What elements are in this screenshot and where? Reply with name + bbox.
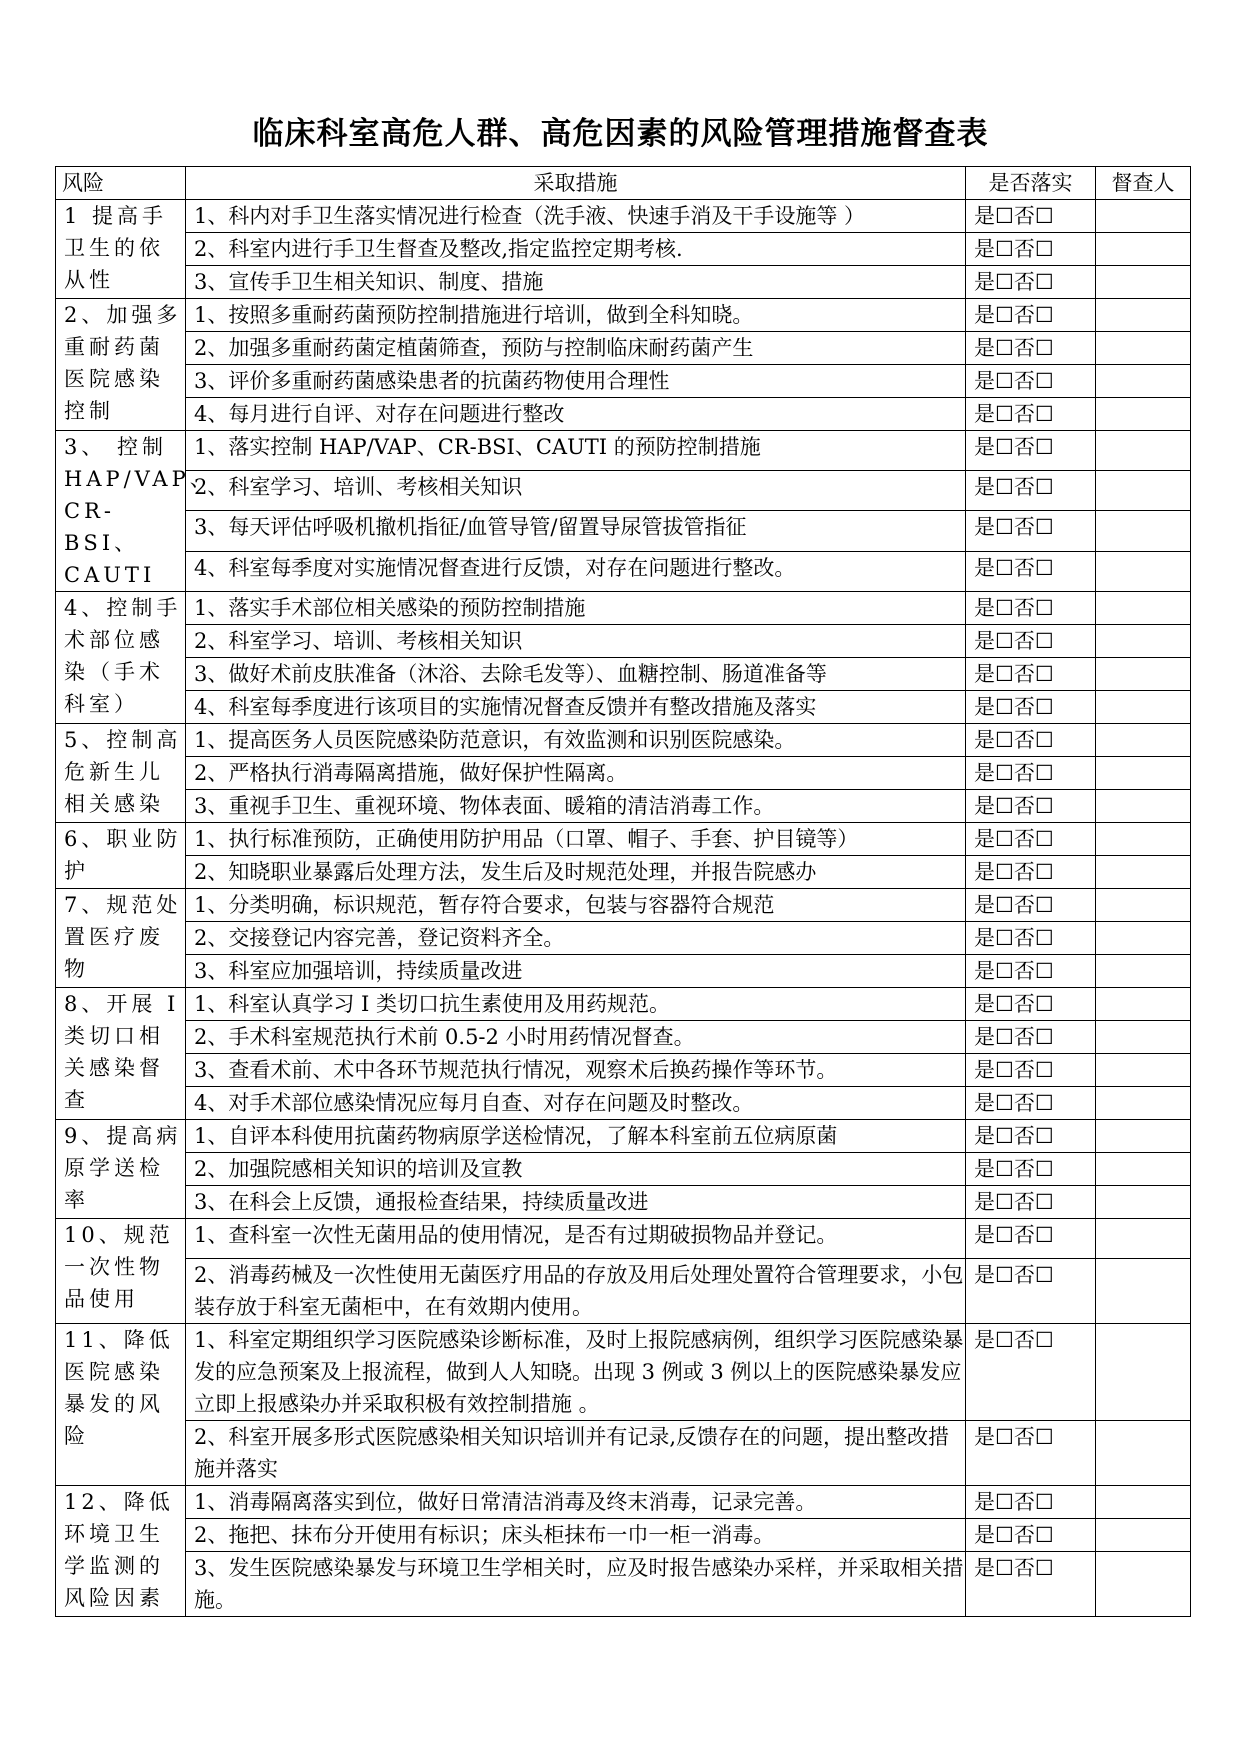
measure-cell: 3、评价多重耐药菌感染患者的抗菌药物使用合理性	[186, 365, 966, 398]
supervisor-cell[interactable]	[1096, 1021, 1191, 1054]
done-checkbox-pair[interactable]: 是☐否☐	[966, 1120, 1096, 1153]
table-row	[56, 266, 1191, 299]
table-row	[56, 658, 1191, 691]
measure-cell: 2、科室开展多形式医院感染相关知识培训并有记录,反馈存在的问题，提出整改措施并落实	[186, 1421, 966, 1486]
header-supervisor: 督查人	[1096, 167, 1191, 200]
table-row	[56, 1120, 1191, 1153]
measure-cell: 2、交接登记内容完善，登记资料齐全。	[186, 922, 966, 955]
table-row	[56, 790, 1191, 823]
done-checkbox-pair[interactable]: 是☐否☐	[966, 988, 1096, 1021]
measure-cell: 1、自评本科使用抗菌药物病原学送检情况，了解本科室前五位病原菌	[186, 1120, 966, 1153]
measure-cell: 2、手术科室规范执行术前 0.5-2 小时用药情况督查。	[186, 1021, 966, 1054]
measure-cell: 2、加强院感相关知识的培训及宣教	[186, 1153, 966, 1186]
supervisor-cell[interactable]	[1096, 1219, 1191, 1259]
done-checkbox-pair[interactable]: 是☐否☐	[966, 922, 1096, 955]
measure-cell: 1、科室定期组织学习医院感染诊断标准，及时上报院感病例，组织学习医院感染暴发的应急预案及上报流程，做到人人知晓。出现 3 例或 3 例以上的医院感染暴发应立即上报感染办并采取积极有效控制措施 。	[186, 1324, 966, 1421]
table-row	[56, 625, 1191, 658]
measure-cell: 1、落实手术部位相关感染的预防控制措施	[186, 592, 966, 625]
done-checkbox-pair[interactable]: 是☐否☐	[966, 889, 1096, 922]
table-row	[56, 1519, 1191, 1552]
table-row	[56, 1324, 1191, 1421]
measure-cell: 1、执行标准预防，正确使用防护用品（口罩、帽子、手套、护目镜等）	[186, 823, 966, 856]
supervisor-cell[interactable]	[1096, 1552, 1191, 1617]
risk-cell: 3、 控制HAP/VAP、CR-BSI、CAUTI	[56, 431, 186, 592]
table-row	[56, 332, 1191, 365]
supervisor-cell[interactable]	[1096, 757, 1191, 790]
risk-cell: 1 提高手卫生的依从性	[56, 200, 186, 299]
done-checkbox-pair[interactable]: 是☐否☐	[966, 658, 1096, 691]
supervisor-cell[interactable]	[1096, 691, 1191, 724]
supervisor-cell[interactable]	[1096, 365, 1191, 398]
measure-cell: 2、科室内进行手卫生督查及整改,指定监控定期考核.	[186, 233, 966, 266]
done-checkbox-pair[interactable]: 是☐否☐	[966, 332, 1096, 365]
supervisor-cell[interactable]	[1096, 332, 1191, 365]
supervisor-cell[interactable]	[1096, 1259, 1191, 1324]
table-row	[56, 431, 1191, 471]
done-checkbox-pair[interactable]: 是☐否☐	[966, 1519, 1096, 1552]
header-risk: 风险	[56, 167, 186, 200]
supervisor-cell[interactable]	[1096, 823, 1191, 856]
header-measure: 采取措施	[186, 167, 966, 200]
measure-cell: 1、科内对手卫生落实情况进行检查（洗手液、快速手消及干手设施等 ）	[186, 200, 966, 233]
supervisor-cell[interactable]	[1096, 200, 1191, 233]
done-checkbox-pair[interactable]: 是☐否☐	[966, 691, 1096, 724]
supervisor-cell[interactable]	[1096, 1421, 1191, 1486]
done-checkbox-pair[interactable]: 是☐否☐	[966, 625, 1096, 658]
measure-cell: 3、宣传手卫生相关知识、制度、措施	[186, 266, 966, 299]
done-checkbox-pair[interactable]: 是☐否☐	[966, 955, 1096, 988]
supervisor-cell[interactable]	[1096, 955, 1191, 988]
table-row	[56, 1021, 1191, 1054]
done-checkbox-pair[interactable]: 是☐否☐	[966, 1021, 1096, 1054]
done-checkbox-pair[interactable]: 是☐否☐	[966, 1259, 1096, 1324]
risk-cell: 4、控制手术部位感染（手术科室）	[56, 592, 186, 724]
supervisor-cell[interactable]	[1096, 889, 1191, 922]
table-row	[56, 233, 1191, 266]
risk-cell: 6、职业防护	[56, 823, 186, 889]
done-checkbox-pair[interactable]: 是☐否☐	[966, 510, 1096, 551]
measure-cell: 2、消毒药械及一次性使用无菌医疗用品的存放及用后处理处置符合管理要求，小包装存放于科室无菌柜中，在有效期内使用。	[186, 1259, 966, 1324]
done-checkbox-pair[interactable]: 是☐否☐	[966, 1324, 1096, 1421]
measure-cell: 1、分类明确，标识规范，暂存符合要求，包装与容器符合规范	[186, 889, 966, 922]
supervisor-cell[interactable]	[1096, 1153, 1191, 1186]
supervisor-cell[interactable]	[1096, 470, 1191, 510]
table-row	[56, 757, 1191, 790]
done-checkbox-pair[interactable]: 是☐否☐	[966, 233, 1096, 266]
table-row	[56, 1486, 1191, 1519]
supervisor-cell[interactable]	[1096, 398, 1191, 431]
table-row	[56, 856, 1191, 889]
measure-cell: 3、每天评估呼吸机撤机指征/血管导管/留置导尿管拔管指征	[186, 510, 966, 551]
measure-cell: 2、加强多重耐药菌定植菌筛查，预防与控制临床耐药菌产生	[186, 332, 966, 365]
risk-cell: 8、开展 I 类切口相关感染督查	[56, 988, 186, 1120]
table-row	[56, 1054, 1191, 1087]
table-row	[56, 889, 1191, 922]
measure-cell: 4、科室每季度进行该项目的实施情况督查反馈并有整改措施及落实	[186, 691, 966, 724]
measure-cell: 2、科室学习、培训、考核相关知识	[186, 470, 966, 510]
supervisor-cell[interactable]	[1096, 625, 1191, 658]
table-header-row	[56, 167, 1191, 200]
supervisor-cell[interactable]	[1096, 1186, 1191, 1219]
measure-cell: 2、知晓职业暴露后处理方法，发生后及时规范处理，并报告院感办	[186, 856, 966, 889]
done-checkbox-pair[interactable]: 是☐否☐	[966, 856, 1096, 889]
table-row	[56, 299, 1191, 332]
done-checkbox-pair[interactable]: 是☐否☐	[966, 1219, 1096, 1259]
measure-cell: 4、每月进行自评、对存在问题进行整改	[186, 398, 966, 431]
done-checkbox-pair[interactable]: 是☐否☐	[966, 823, 1096, 856]
table-row	[56, 691, 1191, 724]
supervisor-cell[interactable]	[1096, 266, 1191, 299]
table-row	[56, 398, 1191, 431]
table-row	[56, 823, 1191, 856]
risk-cell: 2、加强多重耐药菌医院感染控制	[56, 299, 186, 431]
measure-cell: 4、对手术部位感染情况应每月自查、对存在问题及时整改。	[186, 1087, 966, 1120]
done-checkbox-pair[interactable]: 是☐否☐	[966, 470, 1096, 510]
table-row	[56, 1219, 1191, 1259]
supervisor-cell[interactable]	[1096, 988, 1191, 1021]
done-checkbox-pair[interactable]: 是☐否☐	[966, 266, 1096, 299]
measure-cell: 3、做好术前皮肤准备（沐浴、去除毛发等）、血糖控制、肠道准备等	[186, 658, 966, 691]
table-row	[56, 200, 1191, 233]
supervision-table	[55, 166, 1191, 1617]
supervisor-cell[interactable]	[1096, 1486, 1191, 1519]
done-checkbox-pair[interactable]: 是☐否☐	[966, 1486, 1096, 1519]
done-checkbox-pair[interactable]: 是☐否☐	[966, 552, 1096, 592]
table-row	[56, 955, 1191, 988]
table-row	[56, 1421, 1191, 1486]
supervisor-cell[interactable]	[1096, 592, 1191, 625]
table-row	[56, 592, 1191, 625]
measure-cell: 1、按照多重耐药菌预防控制措施进行培训，做到全科知晓。	[186, 299, 966, 332]
supervisor-cell[interactable]	[1096, 431, 1191, 471]
done-checkbox-pair[interactable]: 是☐否☐	[966, 1552, 1096, 1617]
supervisor-cell[interactable]	[1096, 1087, 1191, 1120]
risk-cell: 7、规范处置医疗废物	[56, 889, 186, 988]
supervisor-cell[interactable]	[1096, 1519, 1191, 1552]
measure-cell: 1、消毒隔离落实到位，做好日常清洁消毒及终末消毒，记录完善。	[186, 1486, 966, 1519]
table-row	[56, 510, 1191, 551]
supervisor-cell[interactable]	[1096, 1054, 1191, 1087]
table-row	[56, 552, 1191, 592]
measure-cell: 1、提高医务人员医院感染防范意识，有效监测和识别医院感染。	[186, 724, 966, 757]
table-row	[56, 1552, 1191, 1617]
risk-cell: 12、降低环境卫生学监测的风险因素	[56, 1486, 186, 1617]
done-checkbox-pair[interactable]: 是☐否☐	[966, 592, 1096, 625]
done-checkbox-pair[interactable]: 是☐否☐	[966, 299, 1096, 332]
measure-cell: 1、科室认真学习 I 类切口抗生素使用及用药规范。	[186, 988, 966, 1021]
risk-cell: 5、控制高危新生儿相关感染	[56, 724, 186, 823]
risk-cell: 11、降低医院感染暴发的风险	[56, 1324, 186, 1486]
supervisor-cell[interactable]	[1096, 1120, 1191, 1153]
done-checkbox-pair[interactable]: 是☐否☐	[966, 398, 1096, 431]
table-row	[56, 988, 1191, 1021]
table-row	[56, 1186, 1191, 1219]
done-checkbox-pair[interactable]: 是☐否☐	[966, 1087, 1096, 1120]
table-row	[56, 1259, 1191, 1324]
header-done: 是否落实	[966, 167, 1096, 200]
supervisor-cell[interactable]	[1096, 790, 1191, 823]
supervisor-cell[interactable]	[1096, 922, 1191, 955]
done-checkbox-pair[interactable]: 是☐否☐	[966, 757, 1096, 790]
supervisor-cell[interactable]	[1096, 233, 1191, 266]
table-row	[56, 365, 1191, 398]
measure-cell: 1、落实控制 HAP/VAP、CR-BSI、CAUTI 的预防控制措施	[186, 431, 966, 471]
measure-cell: 1、查科室一次性无菌用品的使用情况，是否有过期破损物品并登记。	[186, 1219, 966, 1259]
done-checkbox-pair[interactable]: 是☐否☐	[966, 724, 1096, 757]
done-checkbox-pair[interactable]: 是☐否☐	[966, 365, 1096, 398]
supervisor-cell[interactable]	[1096, 724, 1191, 757]
supervisor-cell[interactable]	[1096, 552, 1191, 592]
supervisor-cell[interactable]	[1096, 1324, 1191, 1421]
risk-cell: 10、规范一次性物品使用	[56, 1219, 186, 1324]
supervisor-cell[interactable]	[1096, 856, 1191, 889]
done-checkbox-pair[interactable]: 是☐否☐	[966, 1153, 1096, 1186]
measure-cell: 3、科室应加强培训，持续质量改进	[186, 955, 966, 988]
table-row	[56, 470, 1191, 510]
risk-cell: 9、提高病原学送检率	[56, 1120, 186, 1219]
supervisor-cell[interactable]	[1096, 299, 1191, 332]
supervisor-cell[interactable]	[1096, 658, 1191, 691]
measure-cell: 2、科室学习、培训、考核相关知识	[186, 625, 966, 658]
measure-cell: 2、严格执行消毒隔离措施，做好保护性隔离。	[186, 757, 966, 790]
done-checkbox-pair[interactable]: 是☐否☐	[966, 1054, 1096, 1087]
table-row	[56, 1153, 1191, 1186]
measure-cell: 2、拖把、抹布分开使用有标识；床头柜抹布一巾一柜一消毒。	[186, 1519, 966, 1552]
done-checkbox-pair[interactable]: 是☐否☐	[966, 431, 1096, 471]
measure-cell: 3、在科会上反馈，通报检查结果，持续质量改进	[186, 1186, 966, 1219]
measure-cell: 3、重视手卫生、重视环境、物体表面、暖箱的清洁消毒工作。	[186, 790, 966, 823]
done-checkbox-pair[interactable]: 是☐否☐	[966, 1421, 1096, 1486]
done-checkbox-pair[interactable]: 是☐否☐	[966, 1186, 1096, 1219]
done-checkbox-pair[interactable]: 是☐否☐	[966, 200, 1096, 233]
supervisor-cell[interactable]	[1096, 510, 1191, 551]
measure-cell: 3、发生医院感染暴发与环境卫生学相关时，应及时报告感染办采样，并采取相关措施。	[186, 1552, 966, 1617]
table-row	[56, 922, 1191, 955]
page-title: 临床科室高危人群、高危因素的风险管理措施督查表	[252, 116, 989, 152]
table-row	[56, 1087, 1191, 1120]
measure-cell: 4、科室每季度对实施情况督查进行反馈，对存在问题进行整改。	[186, 552, 966, 592]
measure-cell: 3、查看术前、术中各环节规范执行情况，观察术后换药操作等环节。	[186, 1054, 966, 1087]
table-row	[56, 724, 1191, 757]
done-checkbox-pair[interactable]: 是☐否☐	[966, 790, 1096, 823]
